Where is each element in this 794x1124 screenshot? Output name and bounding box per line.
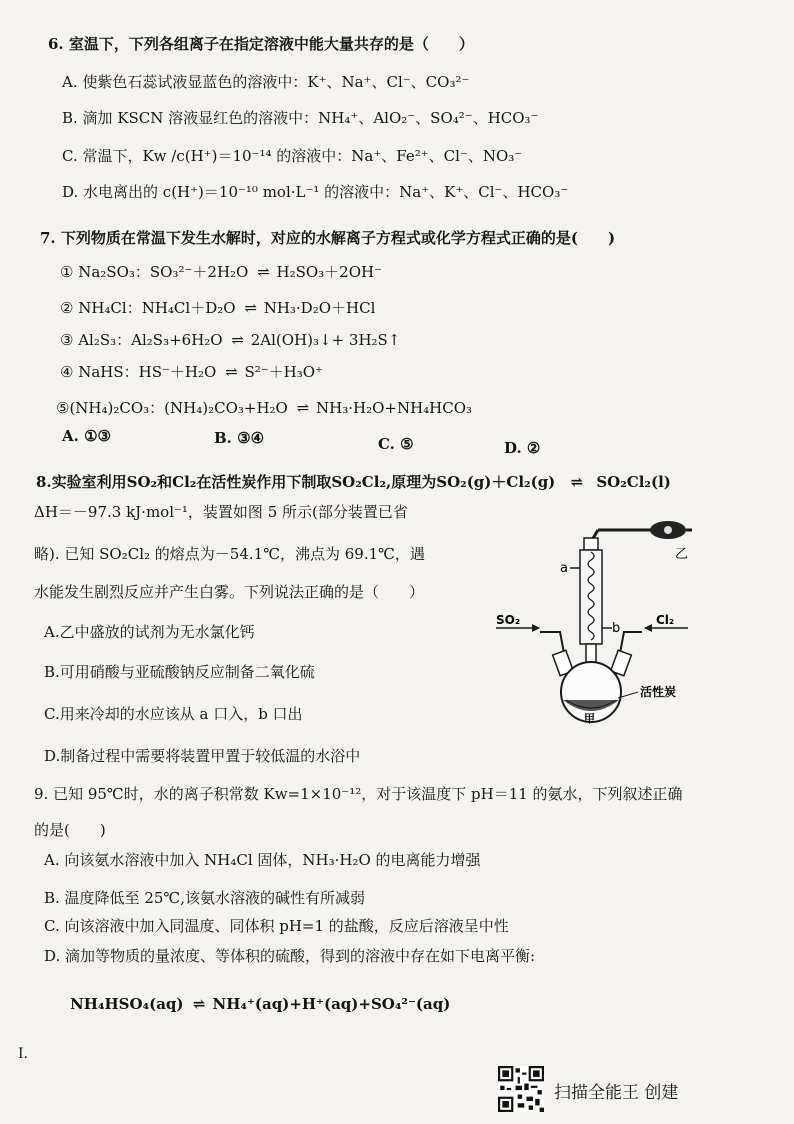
q9-stem-1: 9. 已知 95℃时，水的离子积常数 Kw=1×10⁻¹²，对于该温度下 pH＝11 的氨水，下列叙述正确 — [34, 785, 683, 803]
q7-r2-left: ② NH₄Cl：NH₄Cl＋D₂O — [60, 299, 236, 317]
q7-reaction-3 — [60, 330, 400, 350]
q7-stem: 7. 下列物质在常温下发生水解时，对应的水解离子方程式或化学方程式正确的是( ) — [40, 229, 616, 247]
scanner-watermark — [498, 1066, 728, 1114]
q7-option-c: C. ⑤ — [378, 435, 414, 453]
q7-r5-right: NH₃·H₂O+NH₄HCO₃ — [316, 399, 473, 417]
apparatus-diagram — [492, 516, 692, 726]
q7-r3-right: 2Al(OH)₃↓+ 3H₂S↑ — [250, 331, 401, 349]
q8-line-1 — [36, 472, 671, 492]
q8-option-b: B.可用硝酸与亚硫酸钠反应制备二氧化硫 — [44, 663, 315, 681]
q9-stem-2: 的是( ) — [34, 821, 106, 839]
condenser — [570, 538, 612, 674]
q7-option-a: A. ①③ — [62, 427, 111, 445]
q7-reaction-5 — [56, 398, 472, 418]
q8-line-4: 水能发生剧烈反应并产生白雾。下列说法正确的是（ ） — [34, 583, 425, 601]
q8-option-d: D.制备过程中需要将装置甲置于较低温的水浴中 — [44, 747, 361, 765]
q8-option-a: A.乙中盛放的试剂为无水氯化钙 — [44, 623, 255, 641]
label-activated-charcoal: 活性炭 — [640, 685, 677, 699]
q9-eq-left: NH₄HSO₄(aq) — [70, 995, 184, 1013]
q7-r4-left: ④ NaHS：HS⁻＋H₂O — [60, 363, 217, 381]
label-jia: 甲 — [584, 712, 595, 725]
q7-option-b: B. ③④ — [214, 429, 265, 447]
q9-option-c: C. 向该溶液中加入同温度、同体积 pH=1 的盐酸，反应后溶液呈中性 — [44, 917, 509, 935]
q6-option-d: D. 水电离出的 c(H⁺)＝10⁻¹⁰ mol·L⁻¹ 的溶液中：Na⁺、K⁺、Cl⁻、HCO₃⁻ — [62, 183, 569, 201]
label-b: b — [612, 621, 621, 636]
q8-line-2: ΔH＝－97.3 kJ·mol⁻¹，装置如图 5 所示(部分装置已省 — [34, 503, 408, 521]
equilibrium-arrow-icon: ⇌ — [257, 263, 268, 281]
q9-eq-right: NH₄⁺(aq)+H⁺(aq)+SO₄²⁻(aq) — [212, 995, 451, 1013]
q7-r4-right: S²⁻＋H₃O⁺ — [244, 363, 323, 381]
q6-option-b: B. 滴加 KSCN 溶液显红色的溶液中：NH₄⁺、AlO₂⁻、SO₄²⁻、HCO₃⁻ — [62, 109, 539, 127]
page-edge-mark: I. — [18, 1046, 28, 1062]
scanner-app-credit: 扫描全能王 创建 — [554, 1083, 679, 1103]
equilibrium-arrow-icon: ⇌ — [570, 473, 582, 491]
q7-reaction-2 — [60, 298, 375, 318]
equilibrium-arrow-icon: ⇌ — [192, 995, 204, 1013]
q7-r5-left: ⑤(NH₄)₂CO₃：(NH₄)₂CO₃+H₂O — [56, 399, 288, 417]
qr-code-icon — [498, 1066, 544, 1112]
label-a: a — [560, 561, 568, 576]
drying-tube — [592, 521, 692, 540]
q8-line-3: 略). 已知 SO₂Cl₂ 的熔点为－54.1℃，沸点为 69.1℃，遇 — [34, 545, 425, 563]
equilibrium-arrow-icon: ⇌ — [225, 363, 236, 381]
q7-reaction-4 — [60, 362, 323, 382]
q8-line-1-left: 8.实验室利用SO₂和Cl₂在活性炭作用下制取SO₂Cl₂,原理为SO₂(g)＋Cl₂(g) — [36, 473, 556, 491]
q7-r1-left: ① Na₂SO₃：SO₃²⁻＋2H₂O — [60, 263, 249, 281]
q8-option-c: C.用来冷却的水应该从 a 口入，b 口出 — [44, 705, 303, 723]
label-so2: SO₂ — [496, 613, 521, 627]
q6-option-c: C. 常温下，Kw /c(H⁺)＝10⁻¹⁴ 的溶液中：Na⁺、Fe²⁺、Cl⁻、NO₃⁻ — [62, 147, 523, 165]
q7-r2-right: NH₃·D₂O＋HCl — [263, 299, 376, 317]
q7-r3-left: ③ Al₂S₃：Al₂S₃+6H₂O — [60, 331, 223, 349]
q9-option-d: D. 滴加等物质的量浓度、等体积的硫酸，得到的溶液中存在如下电离平衡: — [44, 947, 536, 965]
q9-equation — [70, 994, 450, 1014]
label-yi: 乙 — [674, 547, 688, 562]
q7-option-d: D. ② — [504, 439, 541, 457]
equilibrium-arrow-icon: ⇌ — [296, 399, 308, 417]
equilibrium-arrow-icon: ⇌ — [231, 331, 242, 349]
equilibrium-arrow-icon: ⇌ — [244, 299, 255, 317]
q6-option-a: A. 使紫色石蕊试液显蓝色的溶液中：K⁺、Na⁺、Cl⁻、CO₃²⁻ — [62, 73, 470, 91]
label-cl2: Cl₂ — [656, 613, 675, 627]
q9-option-b: B. 温度降低至 25℃,该氨水溶液的碱性有所减弱 — [44, 889, 365, 907]
q7-reaction-1 — [60, 262, 382, 282]
q8-line-1-right: SO₂Cl₂(l) — [596, 473, 671, 491]
q7-r1-right: H₂SO₃＋2OH⁻ — [276, 263, 383, 281]
q9-option-a: A. 向该氨水溶液中加入 NH₄Cl 固体，NH₃·H₂O 的电离能力增强 — [44, 851, 481, 869]
q6-stem: 6. 室温下，下列各组离子在指定溶液中能大量共存的是（ ） — [48, 35, 474, 53]
